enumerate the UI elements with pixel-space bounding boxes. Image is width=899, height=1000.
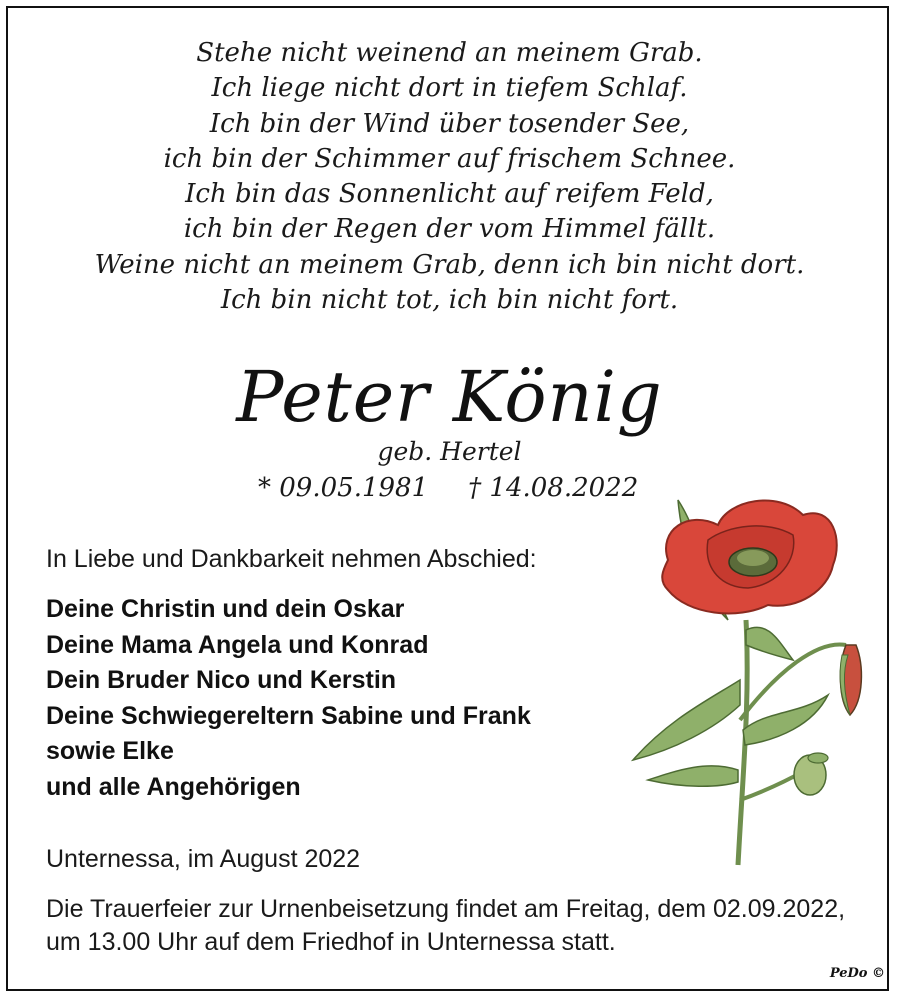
birth-name: geb. Hertel: [377, 437, 522, 466]
poem-line: Weine nicht an meinem Grab, denn ich bin nicht dort.: [94, 249, 805, 280]
birth-date: * 09.05.1981: [258, 473, 429, 503]
mourner: Deine Schwiegereltern Sabine und Frank: [46, 701, 531, 730]
poem-line: Ich bin das Sonnenlicht auf reifem Feld,: [185, 179, 714, 210]
credit: PeDo ©: [829, 966, 885, 981]
poem: [0, 36, 899, 318]
mourner: Deine Christin und dein Oskar: [46, 595, 405, 623]
mourners-list: [46, 592, 531, 805]
poem-line: ich bin der Regen der vom Himmel fällt.: [183, 214, 716, 245]
mourner: Deine Mama Angela und Konrad: [46, 630, 429, 659]
poem-line: Ich liege nicht dort in tiefem Schlaf.: [211, 73, 688, 104]
service-note: Die Trauerfeier zur Urnenbeisetzung findet am Freitag, dem 02.09.2022, um 13.00 Uhr auf dem Friedhof in Unternessa statt.: [46, 895, 846, 956]
poem-line: ich bin der Schimmer auf frischem Schnee.: [163, 143, 736, 174]
poem-line: Ich bin der Wind über tosender See,: [209, 108, 690, 139]
life-dates: [258, 470, 638, 506]
poem-line: Ich bin nicht tot, ich bin nicht fort.: [220, 285, 679, 316]
deceased-name: Peter König: [236, 356, 663, 438]
poem-line: Stehe nicht weinend an meinem Grab.: [196, 38, 703, 68]
mourner: sowie Elke: [46, 737, 174, 765]
death-date: † 14.08.2022: [468, 473, 639, 503]
mourner: Dein Bruder Nico und Kerstin: [46, 666, 397, 694]
place-date: Unternessa, im August 2022: [46, 845, 361, 873]
farewell-intro: In Liebe und Dankbarkeit nehmen Abschied:: [46, 545, 537, 573]
mourner: und alle Angehörigen: [46, 772, 301, 801]
poppy-flower-icon: [628, 470, 878, 870]
